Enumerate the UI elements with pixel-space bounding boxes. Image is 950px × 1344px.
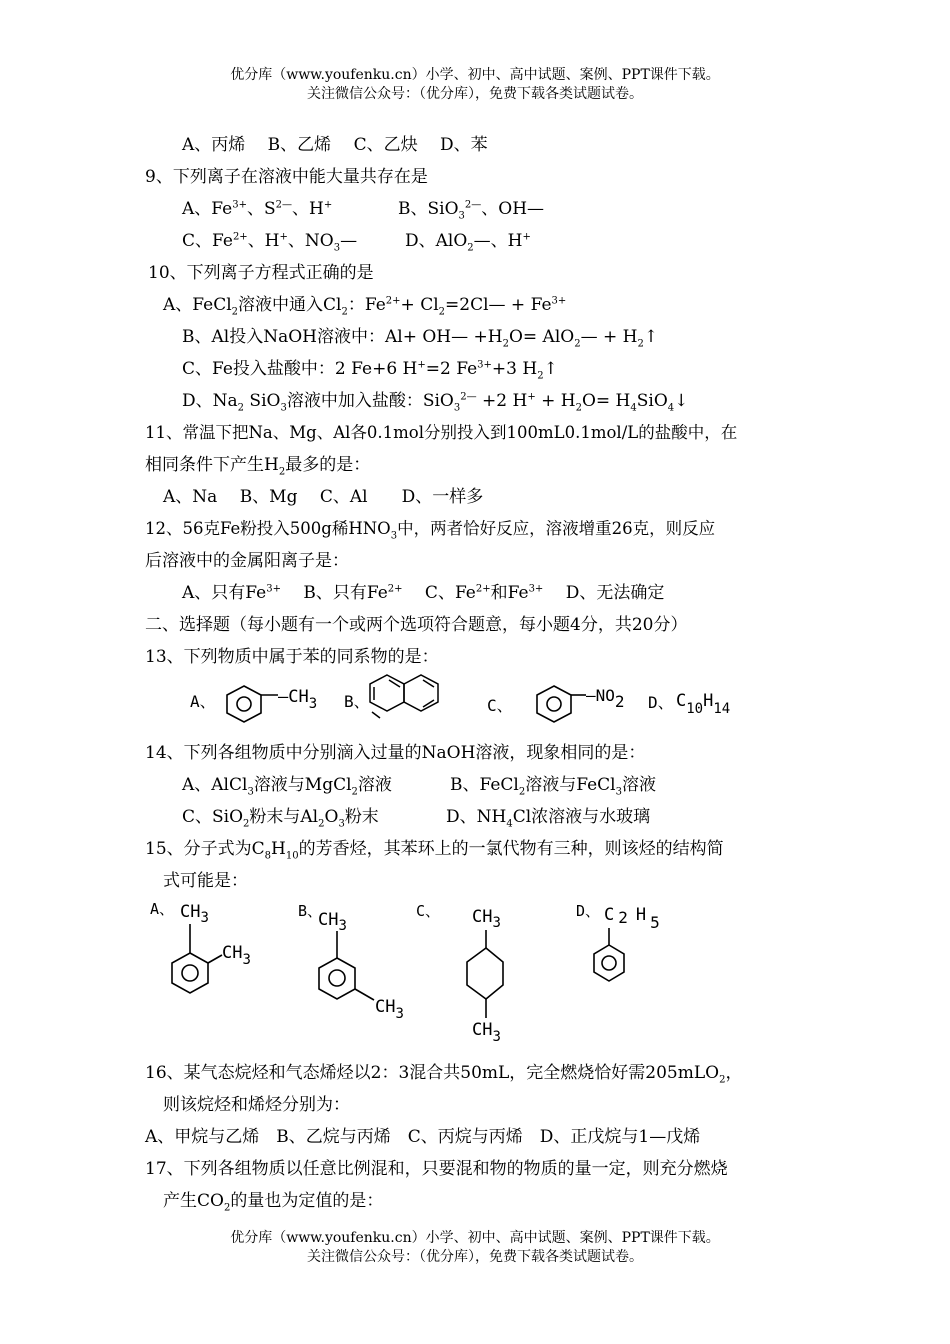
svg-text:CH3: $CH_3$ bbox=[222, 943, 251, 968]
q13-label-a: A、 bbox=[190, 692, 216, 711]
q15-label-d: D、 bbox=[576, 902, 601, 920]
q13-label-b: B、 bbox=[344, 692, 370, 711]
q12-options: A、只有$Fe^{3+}$ B、只有$Fe^{2+}$ C、$Fe^{2+}$和$Fe^{3+}$ D、无法确定 bbox=[182, 583, 665, 603]
q15-line-1: 15、分子式为$C_8H_{10}$的芳香烃，其苯环上的一氯代物有三种，则该烃的结构简 bbox=[145, 839, 724, 862]
q9-stem: 9、下列离子在溶液中能大量共存在是 bbox=[145, 167, 428, 187]
q10-option-c: C、Fe投入盐酸中：2 Fe+6 H+=2 $Fe^{3+}+3$ $H_2↑$ bbox=[182, 359, 558, 382]
q15-line-2: 式可能是： bbox=[163, 871, 248, 891]
q14-option-b: B、FeCl$_2$溶液与FeCl$_3$溶液 bbox=[450, 775, 656, 798]
q9-option-d: D、AlO$_2$—、H+ bbox=[405, 231, 531, 254]
benzene-ring-15a bbox=[172, 924, 222, 993]
q9-option-c: C、$Fe^{2+}$、H+、$NO_3—$ bbox=[182, 231, 358, 254]
ring-15c bbox=[467, 930, 503, 1018]
svg-text:CH3: $CH_3$ bbox=[318, 910, 347, 934]
svg-text:—NO2: —NO2 bbox=[586, 686, 625, 711]
q14-option-c: C、SiO$_2$粉末与$Al_2O_3$粉末 bbox=[182, 807, 379, 830]
benzene-ring-a bbox=[227, 686, 278, 722]
q11-line-2: 相同条件下产生$H_2$最多的是： bbox=[145, 455, 371, 478]
q14-stem: 14、下列各组物质中分别滴入过量的NaOH溶液，现象相同的是： bbox=[145, 743, 646, 763]
svg-text:C2H5: C 2 H 5 bbox=[604, 905, 660, 932]
q8-options: A、丙烯 B、乙烯 C、乙炔 D、苯 bbox=[182, 135, 488, 155]
q16-line-2: 则该烷烃和烯烃分别为： bbox=[163, 1095, 350, 1115]
svg-text:CH3: $CH_3$ bbox=[375, 997, 404, 1022]
q11-options: A、Na B、Mg C、Al D、一样多 bbox=[163, 487, 484, 507]
benzene-ring-15d bbox=[594, 928, 624, 981]
footer-line-2: 关注微信公众号：（优分库），免费下载各类试题试卷。 bbox=[307, 1249, 643, 1265]
q17-line-1: 17、下列各组物质以任意比例混和，只要混和物的物质的量一定，则充分燃烧 bbox=[145, 1159, 728, 1179]
benzene-ring-c bbox=[537, 686, 586, 722]
q13-label-c: C、 bbox=[487, 696, 513, 715]
q15-label-a: A、 bbox=[150, 900, 175, 918]
q15-label-c: C、 bbox=[416, 902, 441, 920]
fused-ring-b bbox=[370, 675, 438, 718]
q13-label-d: D、 bbox=[648, 693, 674, 712]
q15-label-b: B、 bbox=[298, 902, 323, 920]
q13-formula-d: $C_{10}H_{14}$ bbox=[676, 691, 731, 717]
q14-option-d: D、$NH_4Cl$浓溶液与水玻璃 bbox=[446, 807, 651, 830]
header-line-2: 关注微信公众号：（优分库），免费下载各类试题试卷。 bbox=[307, 86, 643, 102]
q10-option-b: B、Al投入NaOH溶液中：Al+ OH— $+H_2O=$ AlO$_2$— + $H_2↑$ bbox=[182, 327, 659, 350]
q10-option-a: A、FeCl$_2$溶液中通入$Cl_2$：$Fe^{2+}+$ $Cl_2=2Cl— + Fe^{3+}$ bbox=[163, 295, 567, 318]
q12-line-2: 后溶液中的金属阳离子是： bbox=[145, 551, 349, 571]
svg-text:CH3: $CH_3$ bbox=[472, 907, 501, 931]
q10-stem: 10、下列离子方程式正确的是 bbox=[148, 263, 374, 283]
q16-options: A、甲烷与乙烯 B、乙烷与丙烯 C、丙烷与丙烯 D、正戊烷与1—戊烯 bbox=[145, 1127, 701, 1147]
benzene-ring-15b bbox=[319, 931, 374, 1000]
header-line-1: 优分库（www.youfenku.cn）小学、初中、高中试题、案例、PPT课件下载。 bbox=[230, 67, 720, 83]
svg-text:—CH3: $—CH_3$ bbox=[278, 687, 318, 712]
q13-stem: 13、下列物质中属于苯的同系物的是： bbox=[145, 647, 439, 667]
svg-text:CH3: $CH_3$ bbox=[180, 902, 209, 926]
q11-line-1: 11、常温下把Na、Mg、Al各0.1mol分别投入到100mL0.1mol/L的盐酸中，在 bbox=[145, 423, 738, 442]
q9-option-b: B、SiO$_3^{2—}$、OH— bbox=[398, 199, 545, 222]
section-2-title: 二、选择题（每小题有一个或两个选项符合题意，每小题4分，共20分） bbox=[145, 615, 688, 635]
q16-line-1: 16、某气态烷烃和气态烯烃以2：3混合共50mL，完全燃烧恰好需205mLO$_2$， bbox=[145, 1063, 743, 1086]
q14-option-a: A、AlCl$_3$溶液与MgCl$_2$溶液 bbox=[182, 775, 392, 798]
q17-line-2: 产生$CO_2$的量也为定值的是： bbox=[163, 1191, 384, 1214]
q9-option-a: A、$Fe^{3+}$、$S^{2—}$、H+ bbox=[182, 199, 333, 219]
footer-line-1: 优分库（www.youfenku.cn）小学、初中、高中试题、案例、PPT课件下载。 bbox=[230, 1230, 720, 1246]
q10-option-d: D、$Na_2$ SiO$_3$溶液中加入盐酸：SiO$_3^{2—}$ +2 $H^+ + H_2O=$ $H_4SiO_4↓$ bbox=[182, 391, 689, 414]
svg-text:CH3: $CH_3$ bbox=[472, 1020, 501, 1045]
q12-line-1: 12、56克Fe粉投入500g稀$HNO_3$中，两者恰好反应，溶液增重26克，则反应 bbox=[145, 519, 716, 542]
